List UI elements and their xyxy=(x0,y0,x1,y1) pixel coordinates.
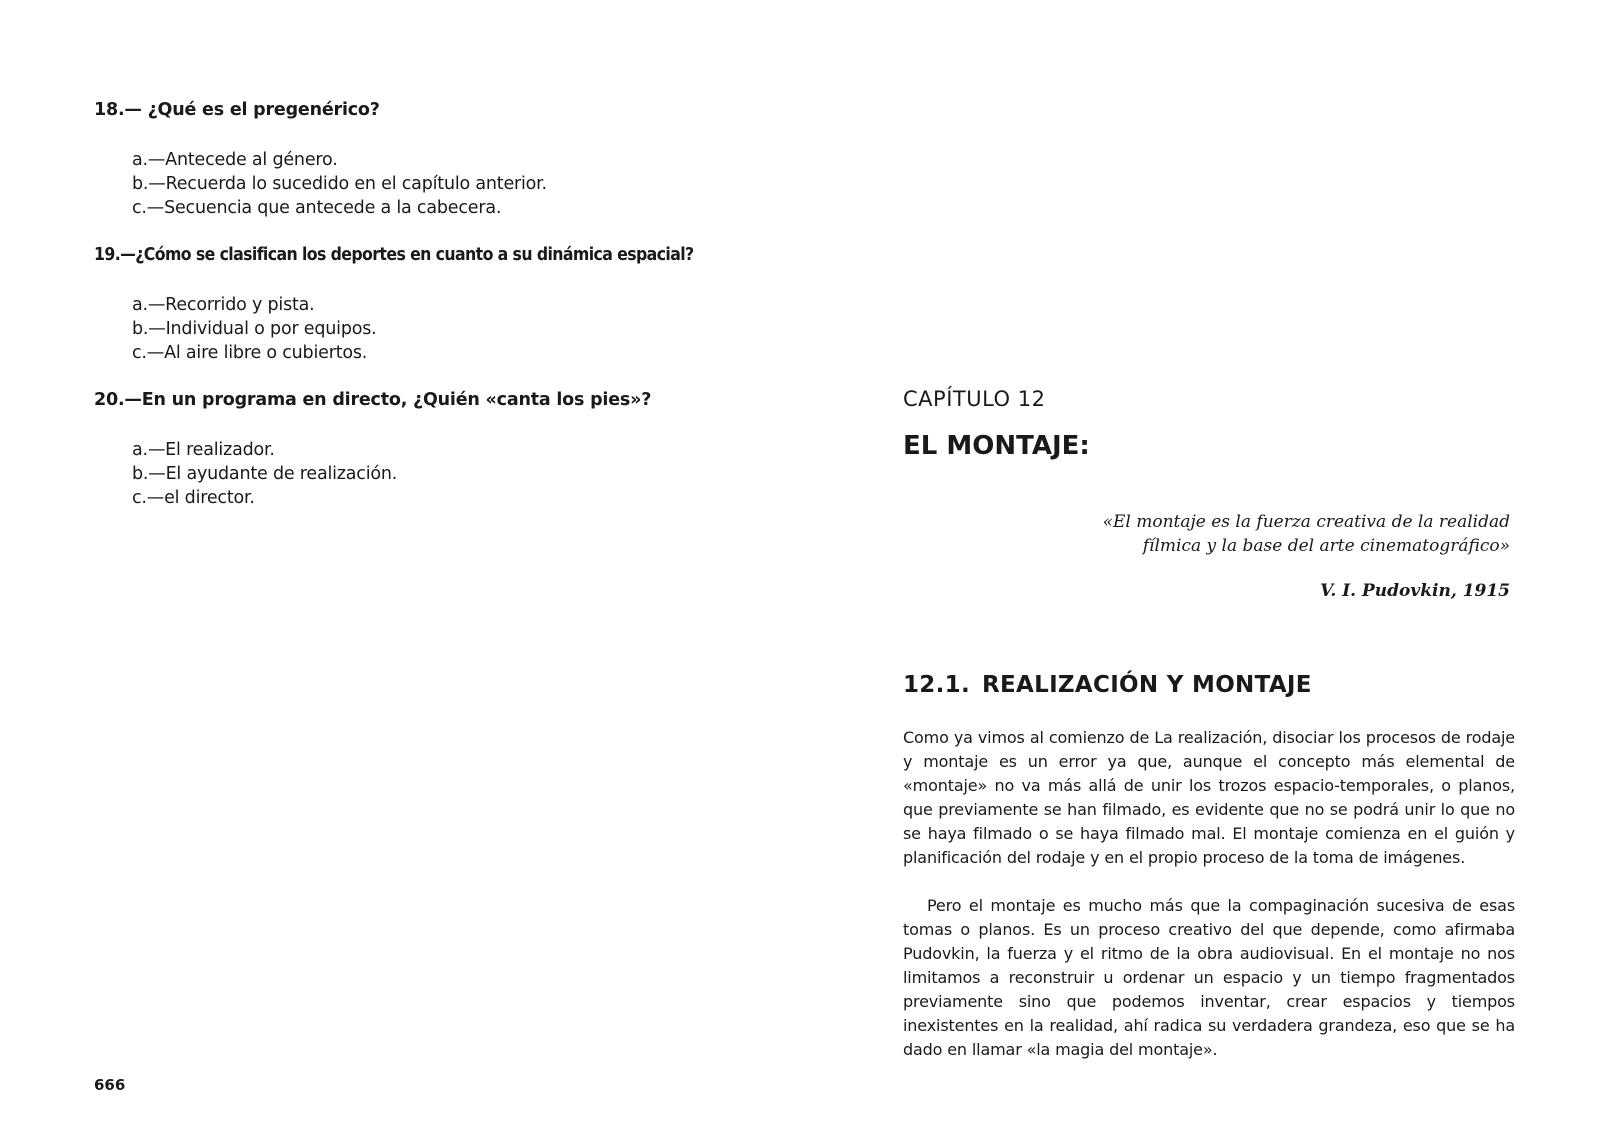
option-b: b.—Individual o por equipos. xyxy=(132,319,377,339)
epigraph-author: V. I. Pudovkin, 1915 xyxy=(1320,581,1510,601)
chapter-label: CAPÍTULO 12 xyxy=(903,387,1046,411)
option-c: c.—el director. xyxy=(132,488,255,508)
right-page xyxy=(800,0,1600,1130)
section-number: 12.1. xyxy=(903,672,970,698)
epigraph-line: «El montaje es la fuerza creativa de la realidad xyxy=(1102,512,1510,532)
question-18: 18.— ¿Qué es el pregenérico? xyxy=(94,100,380,120)
epigraph-quote xyxy=(910,510,1510,558)
question-20-options xyxy=(132,438,397,510)
section-title-text: REALIZACIÓN Y MONTAJE xyxy=(982,672,1312,698)
question-19-options xyxy=(132,293,377,365)
question-20: 20.—En un programa en directo, ¿Quién «canta los pies»? xyxy=(94,390,652,410)
option-b: b.—Recuerda lo sucedido en el capítulo anterior. xyxy=(132,174,547,194)
body-paragraph: Como ya vimos al comienzo de La realización, disociar los procesos de rodaje y montaje es un error ya que, aunque el concepto más elemental de «montaje» no va más allá de unir los trozos espacio-temporales, o planos, que previamente se han filmado, es evidente que no se podrá unir lo que no se haya filmado o se haya filmado mal. El montaje comienza en el guión y planificación del rodaje y en el propio proceso de la toma de imágenes. xyxy=(903,728,1515,867)
section-heading xyxy=(903,672,1312,698)
option-c: c.—Secuencia que antecede a la cabecera. xyxy=(132,198,502,218)
option-b: b.—El ayudante de realización. xyxy=(132,464,398,484)
question-18-options xyxy=(132,148,547,220)
option-a: a.—Antecede al género. xyxy=(132,150,338,170)
option-a: a.—El realizador. xyxy=(132,440,275,460)
page-number: 666 xyxy=(94,1076,126,1094)
chapter-title: EL MONTAJE: xyxy=(903,431,1090,461)
epigraph-line: fílmica y la base del arte cinematográfico» xyxy=(1142,536,1510,556)
body-paragraph: Pero el montaje es mucho más que la compaginación sucesiva de esas tomas o planos. Es un proceso creativo del que depende, como afirmaba Pudovkin, la fuerza y el ritmo de la obra audiovisual. En el montaje no nos limitamos a reconstruir u ordenar un espacio y un tiempo fragmentados previamente sino que podemos inventar, crear espacios y tiempos inexistentes en la realidad, ahí radica su verdadera grandeza, eso que se ha dado en llamar «la magia del montaje». xyxy=(903,896,1515,1059)
option-a: a.—Recorrido y pista. xyxy=(132,295,315,315)
option-c: c.—Al aire libre o cubiertos. xyxy=(132,343,368,363)
question-19: 19.—¿Cómo se clasifican los deportes en cuanto a su dinámica espacial? xyxy=(94,245,694,265)
